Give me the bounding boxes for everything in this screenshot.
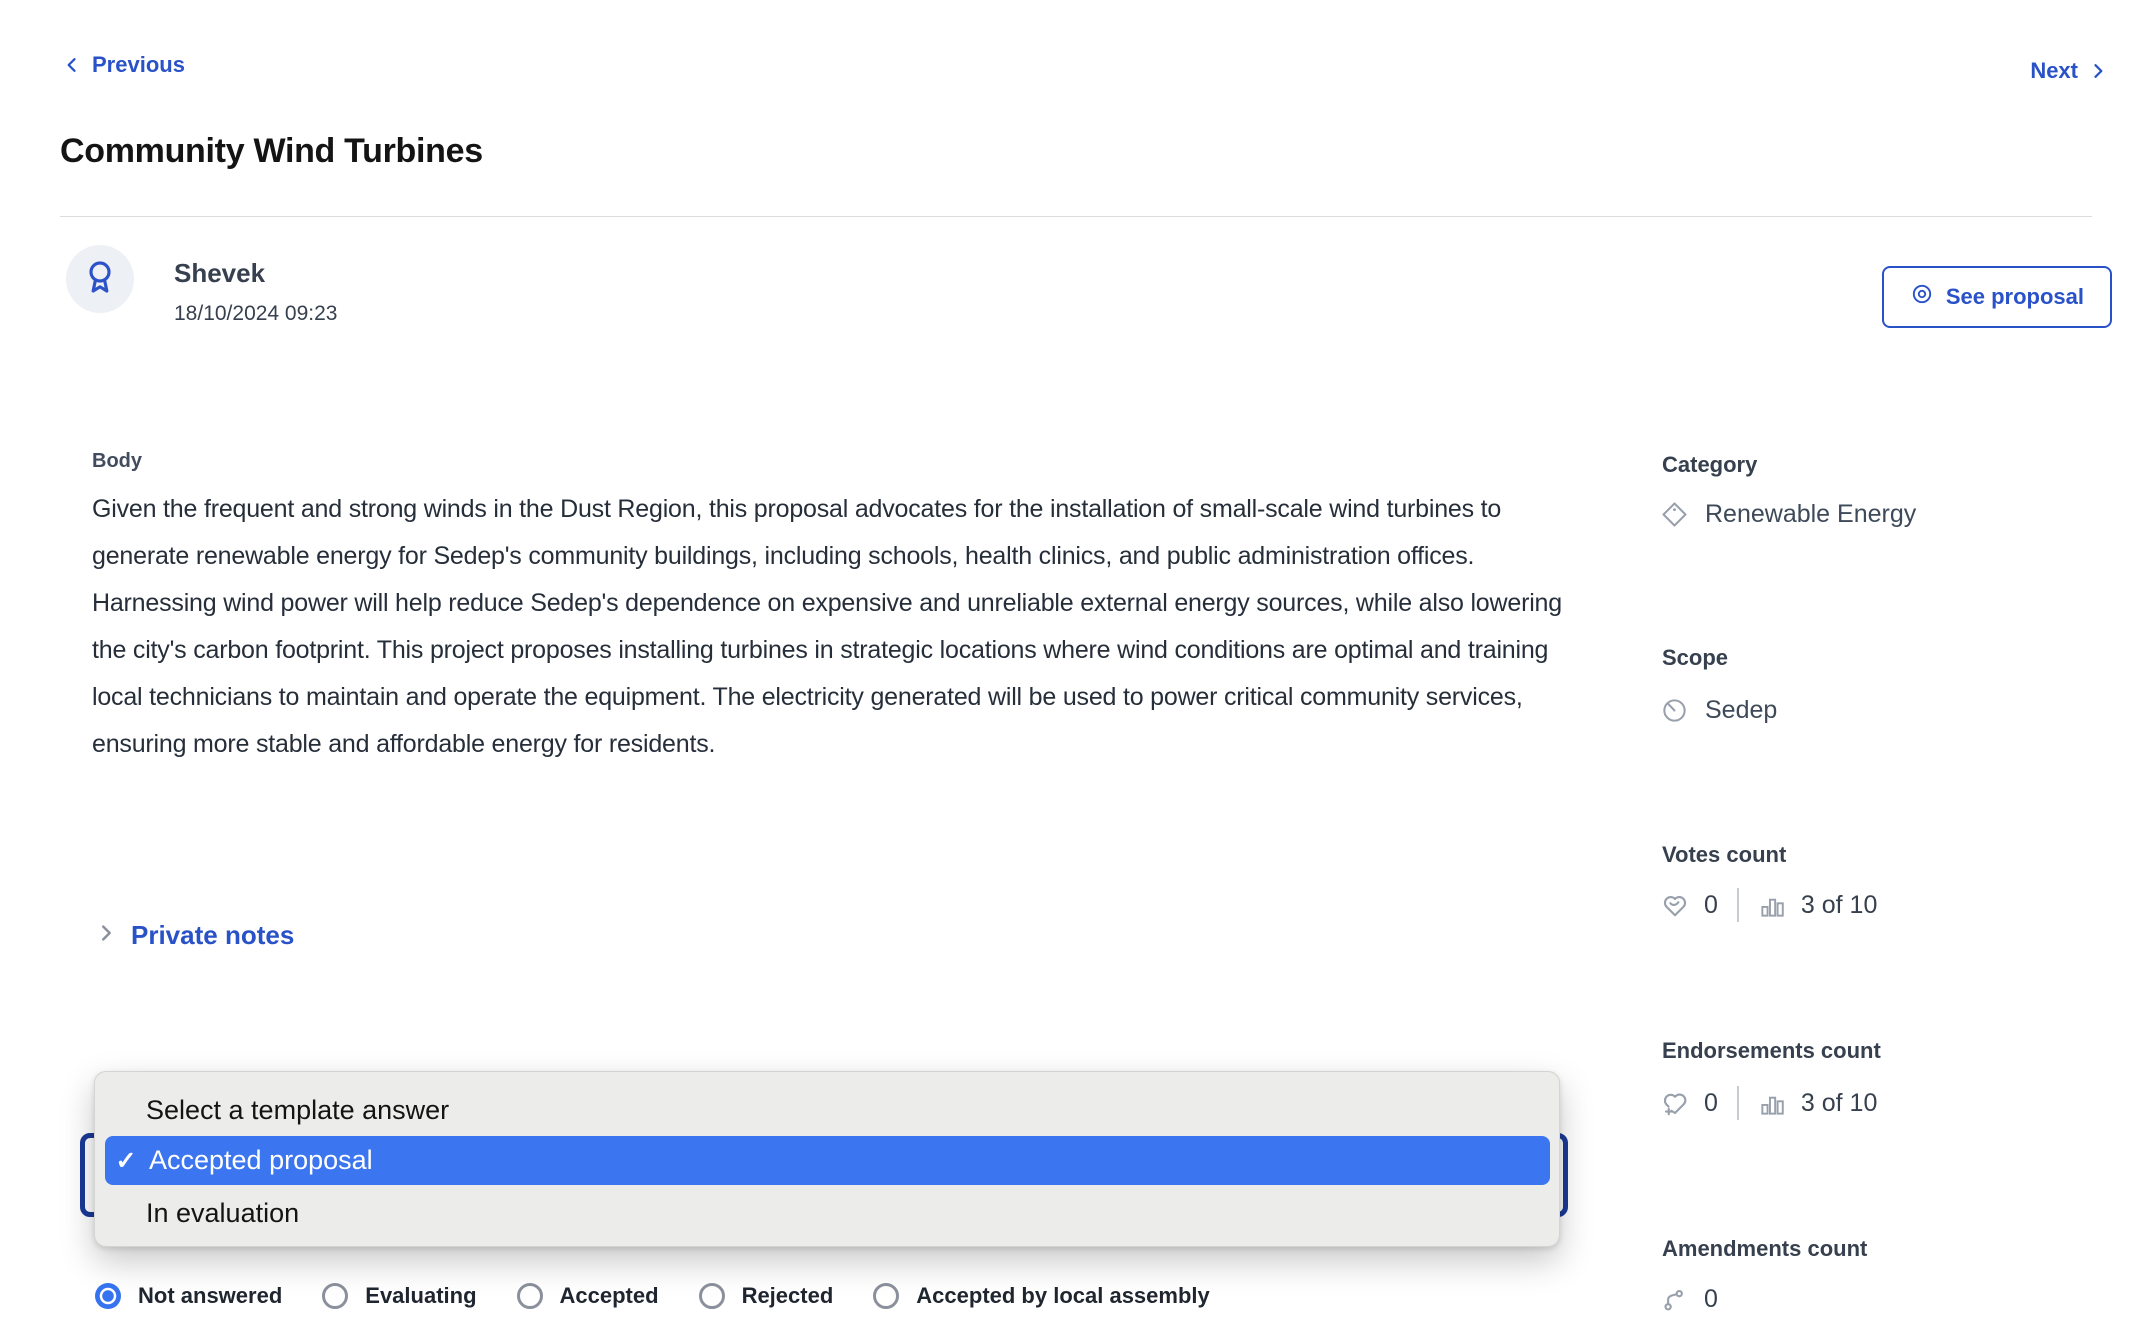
previous-link[interactable]: [62, 52, 185, 78]
radio-evaluating[interactable]: Evaluating: [322, 1283, 476, 1309]
author-name: Shevek: [174, 258, 266, 288]
dropdown-option-placeholder[interactable]: Select a template answer: [146, 1095, 450, 1125]
check-icon: ✓: [115, 1146, 137, 1175]
next-label: Next: [2030, 58, 2078, 83]
chevron-left-icon: [62, 53, 82, 77]
radio-accepted[interactable]: Accepted: [517, 1283, 659, 1309]
answer-status-radio-group: [95, 1283, 1210, 1309]
endorsements-count-value: 0: [1704, 1088, 1718, 1117]
tag-icon: [1660, 500, 1689, 529]
radio-selected-icon: [95, 1283, 121, 1309]
radio-accepted-by-local-assembly[interactable]: Accepted by local assembly: [873, 1283, 1209, 1309]
votes-progress: 3 of 10: [1800, 890, 1878, 919]
bar-chart-icon: [1758, 891, 1787, 920]
chevron-right-icon: [2088, 59, 2108, 83]
radio-not-answered[interactable]: Not answered: [95, 1283, 282, 1309]
scope-value: Sedep: [1705, 696, 1778, 724]
heart-plus-icon: [1660, 1088, 1690, 1118]
category-value-row: [1660, 500, 1916, 529]
previous-label: Previous: [92, 52, 185, 77]
endorsements-progress: 3 of 10: [1800, 1088, 1878, 1117]
eye-icon: [1910, 282, 1934, 312]
radio-icon: [699, 1283, 725, 1309]
avatar: [66, 245, 134, 313]
private-notes-label: Private notes: [131, 920, 295, 950]
divider: [1737, 888, 1739, 922]
see-proposal-label: See proposal: [1945, 284, 2084, 309]
endorsements-count-label: Endorsements count: [1662, 1038, 1881, 1063]
radio-icon: [322, 1283, 348, 1309]
radio-rejected[interactable]: Rejected: [699, 1283, 834, 1309]
votes-count-value: 0: [1704, 890, 1718, 919]
git-branch-icon: [1660, 1284, 1690, 1314]
body-text: Given the frequent and strong winds in the Dust Region, this proposal advocates for the installation of small-scale wind turbines to generate renewable energy for Sedep's community buildings, including schools, health clinics, and public administration offices. Harnessing wind power will help reduce Sedep's dependence on expensive and unreliable external energy sources, while also lowering the city's carbon footprint. This project proposes installing turbines in strategic locations where wind conditions are optimal and training local technicians to maintain and operate the equipment. The electricity generated will be used to power critical community services, ensuring more stable and affordable energy for residents.: [92, 495, 1562, 758]
endorsements-count-row: [1660, 1086, 1877, 1120]
votes-count-row: [1660, 888, 1877, 922]
private-notes-toggle[interactable]: [95, 920, 294, 951]
category-label: Category: [1662, 452, 1758, 477]
scope-label: Scope: [1662, 645, 1729, 670]
category-value: Renewable Energy: [1705, 500, 1917, 528]
next-link[interactable]: [2030, 58, 2108, 84]
page-title: Community Wind Turbines: [60, 132, 483, 170]
template-answer-dropdown: [94, 1071, 1560, 1247]
amendments-count-label: Amendments count: [1662, 1236, 1868, 1261]
award-icon: [80, 257, 120, 302]
amendments-count-value: 0: [1704, 1284, 1718, 1313]
title-divider: [60, 216, 2092, 217]
votes-count-label: Votes count: [1662, 842, 1787, 867]
amendments-count-row: [1660, 1284, 1718, 1314]
divider: [1737, 1086, 1739, 1120]
scope-icon: [1660, 696, 1689, 725]
chevron-right-icon: [95, 920, 117, 951]
radio-icon: [517, 1283, 543, 1309]
vote-heart-icon: [1660, 890, 1690, 920]
dropdown-option-accepted-proposal[interactable]: [105, 1136, 1550, 1185]
radio-icon: [873, 1283, 899, 1309]
dropdown-option-label: Accepted proposal: [149, 1145, 373, 1175]
dropdown-option-in-evaluation[interactable]: In evaluation: [146, 1198, 300, 1228]
bar-chart-icon: [1758, 1089, 1787, 1118]
scope-value-row: [1660, 696, 1777, 725]
see-proposal-button[interactable]: [1882, 266, 2112, 328]
body-label: Body: [92, 450, 142, 472]
author-timestamp: 18/10/2024 09:23: [174, 302, 338, 325]
